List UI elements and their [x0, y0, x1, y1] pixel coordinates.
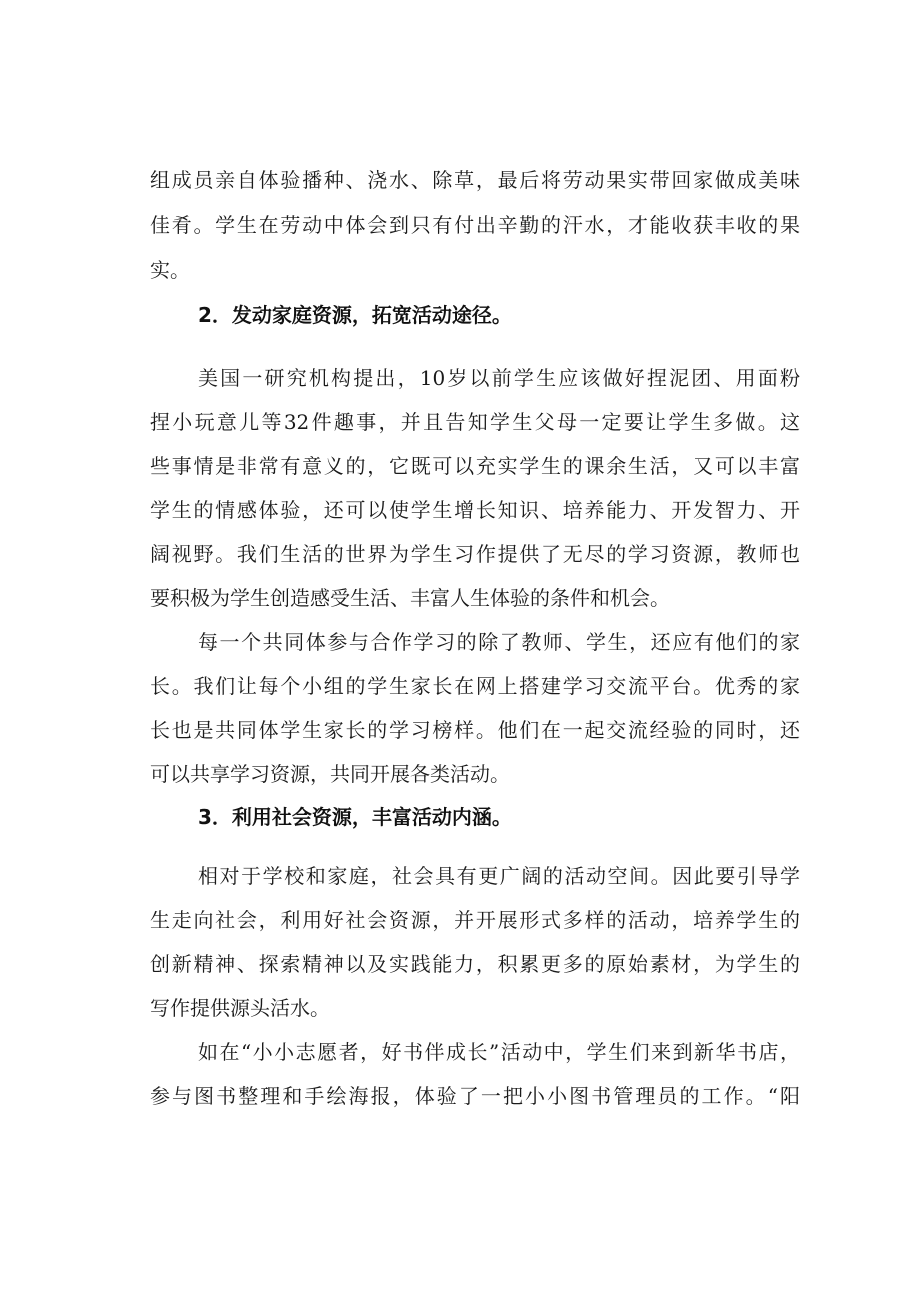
paragraph-line: 创新精神、探索精神以及实践能力，积累更多的原始素材，为学生的 [150, 952, 800, 976]
paragraph-line: 参与图书整理和手绘海报，体验了一把小小图书管理员的工作。“阳 [150, 1084, 800, 1108]
paragraph-line: 美国一研究机构提出，10岁以前学生应该做好捏泥团、用面粉 [198, 366, 800, 390]
paragraph-line: 些事情是非常有意义的，它既可以充实学生的课余生活，又可以丰富 [150, 454, 800, 478]
paragraph-line: 长也是共同体学生家长的学习榜样。他们在一起交流经验的同时，还 [150, 718, 800, 742]
paragraph-line: 佳肴。学生在劳动中体会到只有付出辛勤的汗水，才能收获丰收的果 [150, 213, 800, 237]
section-heading: 2．发动家庭资源，拓宽活动途径。 [198, 303, 512, 327]
paragraph-line: 如在“小小志愿者，好书伴成长”活动中，学生们来到新华书店， [198, 1040, 800, 1064]
section-heading: 3．利用社会资源，丰富活动内涵。 [198, 805, 512, 829]
paragraph-line: 实。 [150, 258, 190, 282]
paragraph-line: 写作提供源头活水。 [150, 996, 330, 1020]
paragraph-line: 学生的情感体验，还可以使学生增长知识、培养能力、开发智力、开 [150, 498, 800, 522]
paragraph-line: 要积极为学生创造感受生活、丰富人生体验的条件和机会。 [150, 586, 670, 610]
paragraph-line: 阔视野。我们生活的世界为学生习作提供了无尽的学习资源，教师也 [150, 542, 800, 566]
paragraph-line: 组成员亲自体验播种、浇水、除草，最后将劳动果实带回家做成美味 [150, 168, 800, 192]
paragraph-line: 每一个共同体参与合作学习的除了教师、学生，还应有他们的家 [198, 630, 800, 654]
paragraph-line: 可以共享学习资源，共同开展各类活动。 [150, 762, 510, 786]
paragraph-line: 相对于学校和家庭，社会具有更广阔的活动空间。因此要引导学 [198, 864, 800, 888]
paragraph-line: 长。我们让每个小组的学生家长在网上搭建学习交流平台。优秀的家 [150, 674, 800, 698]
paragraph-line: 生走向社会，利用好社会资源，并开展形式多样的活动，培养学生的 [150, 908, 800, 932]
paragraph-line: 捏小玩意儿等32件趣事，并且告知学生父母一定要让学生多做。这 [150, 410, 800, 434]
